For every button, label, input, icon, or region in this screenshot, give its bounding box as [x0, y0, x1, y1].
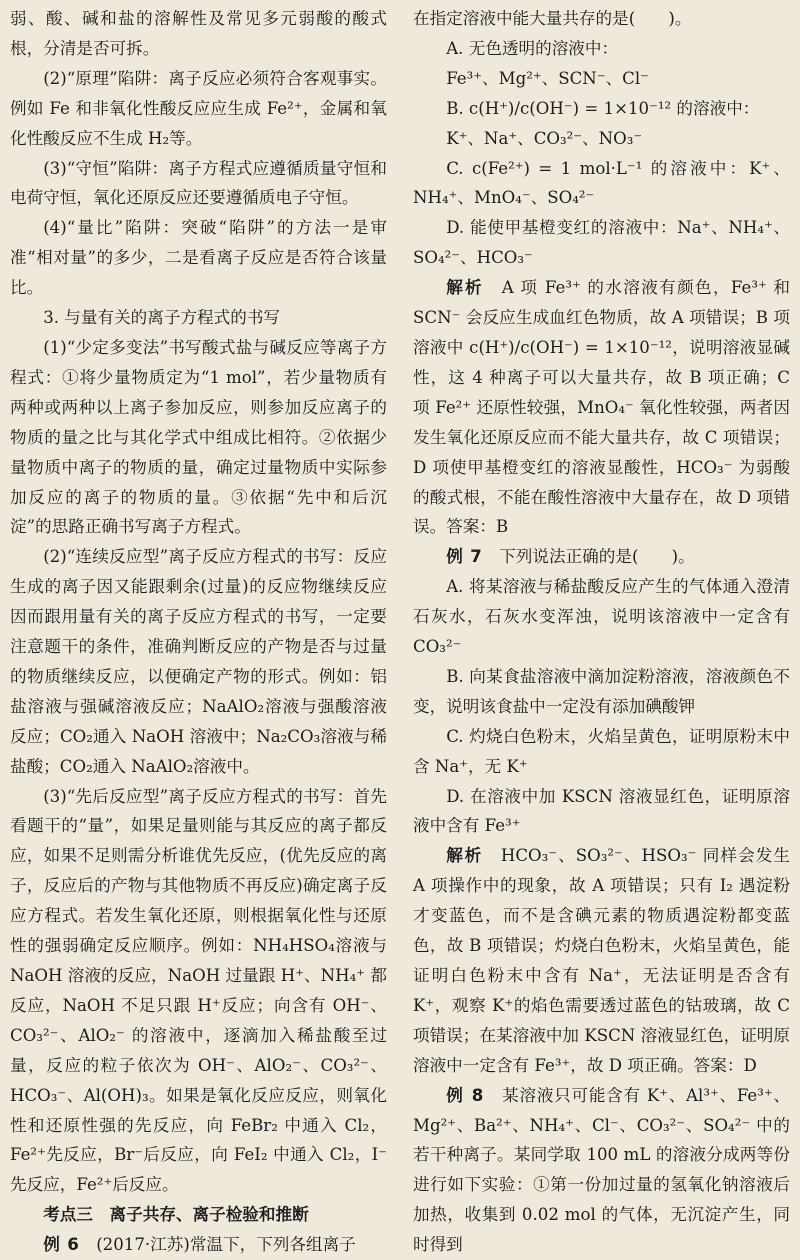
example-7-stem: [413, 542, 790, 572]
paragraph-ratio-trap: (4)“量比”陷阱：突破“陷阱”的方法一是审准“相对量”的多少，二是看离子反应是否符合该量比。: [10, 218, 387, 298]
paragraph-less-fixed-method: (1)“少定多变法”书写酸式盐与碱反应等离子方程式：①将少量物质定为“1 mol”，若少量物质有两种或两种以上离子参加反应，则参加反应离子的物质的量之比与其化学式中组成比相符。②依据少量物质中离子的物质的量，确定过量物质中实际参加反应的离子的物质的量。③依据“先中和后沉淀”的思路正确书写离子方程式。: [10, 337, 387, 537]
example-6-option-a: A. 无色透明的溶液中：: [446, 38, 619, 58]
section-heading-3: 3. 与量有关的离子方程式的书写: [43, 308, 281, 328]
example-6-option-c: C. c(Fe²⁺) = 1 mol·L⁻¹ 的溶液中：K⁺、NH₄⁺、MnO₄⁻、SO₄²⁻: [413, 158, 790, 208]
example-7-option-b: B. 向某食盐溶液中滴加淀粉溶液，溶液颜色不变，说明该食盐中一定没有添加碘酸钾: [413, 666, 790, 716]
example-7-analysis-text: HCO₃⁻、SO₃²⁻、HSO₃⁻ 同样会发生 A 项操作中的现象，故 A 项错误；只有 I₂ 遇淀粉才变蓝色，而不是含碘元素的物质遇淀粉都变蓝色，故 B 项错误；灼烧白色粉末，火焰呈黄色，能证明白色粉末中含有 Na⁺，无法证明是否含有 K⁺，观察 K⁺的焰色需要透过蓝色的钴玻璃，故 C 项错误；在某溶液中加 KSCN 溶液显红色，证明原溶液中一定含有 Fe³⁺，故 D 项正确。答案：D: [413, 846, 790, 1075]
example-8-stem-text: 某溶液只可能含有 K⁺、Al³⁺、Fe³⁺、Mg²⁺、Ba²⁺、NH₄⁺、Cl⁻、CO₃²⁻、SO₄²⁻ 中的若干种离子。某同学取 100 mL 的溶液分成两等份进行如下实验：①第一份加过量的氢氧化钠溶液后加热，收集到 0.02 mol 的气体，无沉淀产生，同时得到: [413, 1085, 790, 1255]
example-7-label: 例 7: [446, 547, 483, 567]
analysis-label: 解析: [446, 278, 484, 298]
example-7-stem-text: 下列说法正确的是( )。: [499, 547, 695, 567]
example-6-continuation: 在指定溶液中能大量共存的是( )。: [413, 9, 692, 28]
example-6-analysis-text: A 项 Fe³⁺ 的水溶液有颜色，Fe³⁺ 和 SCN⁻ 会反应生成血红色物质，故 A 项错误；B 项溶液中 c(H⁺)/c(OH⁻) = 1×10⁻¹²，说明溶液显碱性，这 4 种离子可以大量共存，故 B 项正确；C 项 Fe²⁺ 还原性较强，MnO₄⁻ 氧化性较强，两者因发生氧化还原反应而不能大量共存，故 C 项错误；D 项使甲基橙变红的溶液显酸性，HCO₃⁻ 为弱酸的酸式根，不能在酸性溶液中大量存在，故 D 项错误。答案：B: [413, 278, 790, 537]
paragraph-intro: 弱、酸、碱和盐的溶解性及常见多元弱酸的酸式根，分清是否可拆。: [10, 9, 387, 58]
example-6-stem-text: (2017·江苏)常温下，下列各组离子: [96, 1235, 356, 1255]
example-6-option-a-ions: Fe³⁺、Mg²⁺、SCN⁻、Cl⁻: [446, 68, 649, 88]
example-6-option-b-ions: K⁺、Na⁺、CO₃²⁻、NO₃⁻: [446, 128, 643, 148]
example-6-stem: [10, 1230, 387, 1260]
paragraph-principle-trap: (2)“原理”陷阱：离子反应必须符合客观事实。例如 Fe 和非氧化性酸反应应生成 Fe²⁺，金属和氧化性酸反应不生成 H₂等。: [10, 68, 387, 148]
example-8-stem: [413, 1081, 790, 1260]
example-7-analysis: [413, 841, 790, 1080]
paragraph-sequential-reaction: (3)“先后反应型”离子反应方程式的书写：首先看题干的“量”，如果足量则能与其反应的离子都反应，如果不足则需分析谁优先反应，(优先反应的离子，反应后的产物与其他物质不再反应)确定离子反应方程式。若发生氧化还原，则根据氧化性与还原性的强弱确定反应顺序。例如：NH₄HSO₄溶液与 NaOH 溶液的反应，NaOH 过量跟 H⁺、NH₄⁺ 都反应，NaOH 不足只跟 H⁺反应；向含有 OH⁻、CO₃²⁻、AlO₂⁻ 的溶液中，逐滴加入稀盐酸至过量，反应的粒子依次为 OH⁻、AlO₂⁻、CO₃²⁻、HCO₃⁻、Al(OH)₃。如果是氧化反应反应，则氧化性和还原性强的先反应，向 FeBr₂ 中通入 Cl₂，Fe²⁺先反应，Br⁻后反应，向 FeI₂ 中通入 Cl₂，I⁻先反应，Fe²⁺后反应。: [10, 786, 387, 1195]
example-6-analysis: [413, 273, 790, 542]
right-column: [413, 4, 790, 1255]
example-6-label: 例 6: [43, 1235, 80, 1255]
paragraph-continuous-reaction: (2)“连续反应型”离子反应方程式的书写：反应生成的离子因又能跟剩余(过量)的反应物继续反应因而跟用量有关的离子反应方程式的书写，一定要注意题干的条件，准确判断反应的产物是否与过量的物质继续反应，以便确定产物的形式。例如：铝盐溶液与强碱溶液反应；NaAlO₂溶液与强酸溶液反应；CO₂通入 NaOH 溶液中；Na₂CO₃溶液与稀盐酸；CO₂通入 NaAlO₂溶液中。: [10, 547, 387, 776]
example-6-option-b: B. c(H⁺)/c(OH⁻) = 1×10⁻¹² 的溶液中：: [446, 98, 760, 118]
example-8-label: 例 8: [446, 1085, 485, 1105]
example-7-option-d: D. 在溶液中加 KSCN 溶液显红色，证明原溶液中含有 Fe³⁺: [413, 786, 790, 836]
left-column: [10, 4, 387, 1255]
analysis-label: 解析: [446, 846, 484, 866]
example-6-option-d: D. 能使甲基橙变红的溶液中：Na⁺、NH₄⁺、SO₄²⁻、HCO₃⁻: [413, 218, 790, 268]
example-7-option-c: C. 灼烧白色粉末，火焰呈黄色，证明原粉末中含 Na⁺，无 K⁺: [413, 726, 790, 776]
paragraph-conservation-trap: (3)“守恒”陷阱：离子方程式应遵循质量守恒和电荷守恒，氧化还原反应还要遵循质电子守恒。: [10, 158, 387, 208]
example-7-option-a: A. 将某溶液与稀盐酸反应产生的气体通入澄清石灰水，石灰水变浑浊，说明该溶液中一定含有 CO₃²⁻: [413, 577, 790, 657]
kaodian-heading: 考点三 离子共存、离子检验和推断: [43, 1205, 309, 1225]
